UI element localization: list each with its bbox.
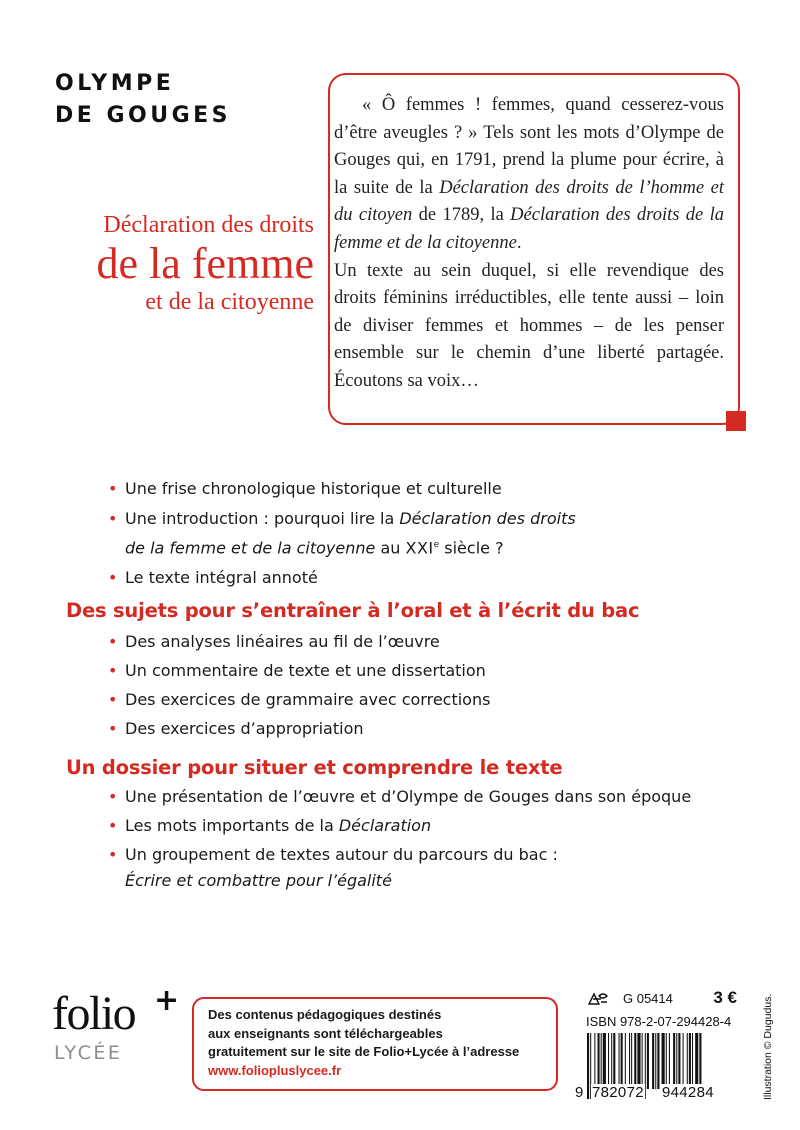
barcode-bar — [673, 1033, 675, 1089]
barcode-bar — [587, 1033, 589, 1099]
bullet-icon: • — [108, 479, 118, 498]
logo-plus-icon: + — [154, 983, 180, 1018]
feature-list — [108, 476, 576, 595]
logo-folio-text: folio — [52, 987, 136, 1040]
quote-text-run: de 1789, la — [412, 205, 511, 226]
barcode-bar — [629, 1033, 630, 1089]
info-line-2: aux enseignants sont téléchargeables — [208, 1025, 443, 1041]
barcode-bar — [695, 1033, 698, 1089]
barcode-bar — [642, 1033, 643, 1089]
list-item-text: Les mots importants de la — [125, 816, 339, 835]
product-code-row — [587, 990, 737, 1010]
barcode-bar — [621, 1033, 623, 1089]
title-line-3: et de la citoyenne — [145, 289, 314, 315]
barcode-bar — [594, 1033, 595, 1089]
list-item-text: siècle ? — [439, 538, 504, 558]
list-item — [108, 784, 691, 810]
barcode-bar — [598, 1033, 600, 1089]
logo-lycee-text: LYCÉE — [54, 1042, 123, 1064]
section-heading-dossier: Un dossier pour situer et comprendre le texte — [66, 756, 563, 779]
gallimard-logo-icon — [587, 990, 611, 1011]
list-item-text: Des analyses linéaires au fil de l’œuvre — [125, 632, 440, 651]
quote-text-run: « Ô femmes ! femmes, quand cesserez-vous d’être aveugles ? » Tels sont les mots d’Olympe de Gouges qui, en 1791, prend la plume pour écrire, à la suite de la — [334, 95, 724, 198]
title-line-2: de la femme — [96, 239, 314, 288]
bullet-icon: • — [108, 661, 118, 680]
list-item-text: Des exercices d’appropriation — [125, 719, 364, 738]
quote-text — [334, 92, 724, 396]
info-line-3: gratuitement sur le site de Folio+Lycée à l’adresse — [208, 1044, 520, 1059]
author-line-1: OLYMPE — [55, 71, 175, 96]
list-item-text: Un commentaire de texte et une dissertation — [125, 661, 486, 680]
barcode-bar — [631, 1033, 632, 1089]
list-item-text: Un groupement de textes autour du parcours du bac : — [125, 845, 558, 864]
bullet-icon: • — [108, 509, 118, 528]
author-name — [55, 68, 231, 132]
isbn: ISBN 978-2-07-294428-4 — [586, 1014, 732, 1029]
quote-box-corner — [726, 411, 746, 431]
bullet-icon: • — [108, 816, 118, 835]
barcode-bar — [603, 1033, 606, 1089]
barcode-bar — [676, 1033, 677, 1089]
list-item-italic: de la femme et de la citoyenne — [125, 538, 376, 558]
barcode-bar — [669, 1033, 670, 1089]
list-item-italic: Écrire et combattre pour l’égalité — [125, 871, 392, 890]
barcode-bar — [655, 1033, 656, 1089]
barcode-bar — [666, 1033, 667, 1089]
illustration-credit-text: Illustration © Dugudus. — [762, 993, 774, 1100]
bac-list — [108, 629, 490, 745]
bullet-icon: • — [108, 690, 118, 709]
barcode-group-2: 944284 — [662, 1084, 714, 1101]
quote-paragraph-1 — [334, 92, 724, 258]
title-line-1: Déclaration des droits — [103, 212, 314, 238]
quote-paragraph-2: Un texte au sein duquel, si elle revendique des droits féminins irréductibles, elle tente aussi – loin de diviser femmes et hommes – de les penser ensemble sur le chemin d’une liberté partagée. Écoutons sa voix… — [334, 260, 724, 391]
list-item — [108, 813, 691, 839]
list-item-text: Une frise chronologique historique et culturelle — [125, 479, 502, 498]
quote-text-run: . — [516, 232, 522, 253]
barcode-bar — [645, 1033, 646, 1099]
list-item-italic: Déclaration — [338, 816, 432, 835]
century-superscript: e — [433, 540, 440, 550]
barcode-bar — [637, 1033, 640, 1089]
bullet-icon: • — [108, 719, 118, 738]
barcode-bar — [657, 1033, 659, 1089]
section-heading-bac: Des sujets pour s’entraîner à l’oral et à l’écrit du bac — [66, 599, 640, 622]
list-item — [108, 716, 490, 742]
barcode-bar — [625, 1033, 626, 1089]
barcode-bar — [692, 1033, 693, 1089]
barcode-bar — [601, 1033, 602, 1089]
barcode-bar — [687, 1033, 688, 1089]
list-item — [108, 565, 576, 591]
list-item — [108, 476, 576, 502]
bullet-icon: • — [108, 845, 118, 864]
quote-italic-title-2: Déclaration des droits de la femme et de la citoyenne — [334, 205, 724, 253]
list-item — [108, 658, 490, 684]
barcode-bar — [647, 1033, 649, 1089]
website-link[interactable]: www.foliopluslycee.fr — [208, 1062, 342, 1078]
quote-italic-title-1: Déclaration des droits de l’homme et du citoyen — [334, 177, 724, 226]
bullet-icon: • — [108, 632, 118, 651]
price: 3 € — [713, 988, 737, 1007]
list-item-text: au — [375, 538, 406, 558]
folio-lycee-logo — [52, 983, 180, 1064]
list-item-text: Des exercices de grammaire avec corrections — [125, 690, 491, 709]
author-line-2: DE GOUGES — [55, 103, 232, 128]
century-numeral: XXI — [405, 538, 434, 558]
barcode-bar — [608, 1033, 609, 1089]
barcode-bar — [683, 1033, 684, 1089]
teacher-resources-box — [192, 997, 558, 1091]
dossier-list — [108, 784, 691, 897]
barcode-bar — [652, 1033, 654, 1089]
barcode-bar — [662, 1033, 665, 1089]
list-item — [108, 506, 576, 561]
list-item-italic: Déclaration des droits — [399, 509, 576, 528]
list-item — [108, 629, 490, 655]
barcode-bar — [689, 1033, 691, 1089]
list-item — [108, 842, 691, 894]
list-item — [108, 687, 490, 713]
list-item-continuation — [125, 868, 691, 894]
list-item-text: Une présentation de l’œuvre et d’Olympe de Gouges dans son époque — [125, 787, 692, 806]
barcode-group-1: 782072 — [592, 1084, 644, 1101]
list-item-continuation — [125, 532, 576, 561]
barcode-bar — [678, 1033, 680, 1089]
barcode-bar — [613, 1033, 615, 1089]
product-code: G 05414 — [623, 991, 673, 1006]
bullet-icon: • — [108, 787, 118, 806]
list-item-text: Une introduction : pourquoi lire la — [125, 509, 400, 528]
book-title — [97, 210, 314, 316]
illustration-credit — [762, 960, 776, 1100]
barcode-bar — [619, 1033, 620, 1089]
info-line-1: Des contenus pédagogiques destinés — [208, 1007, 442, 1022]
list-item-text: Le texte intégral annoté — [125, 568, 318, 588]
barcode-lead-digit: 9 — [575, 1084, 584, 1101]
bullet-icon: • — [108, 568, 118, 588]
barcode-bar — [611, 1033, 612, 1089]
barcode-bar — [634, 1033, 636, 1089]
